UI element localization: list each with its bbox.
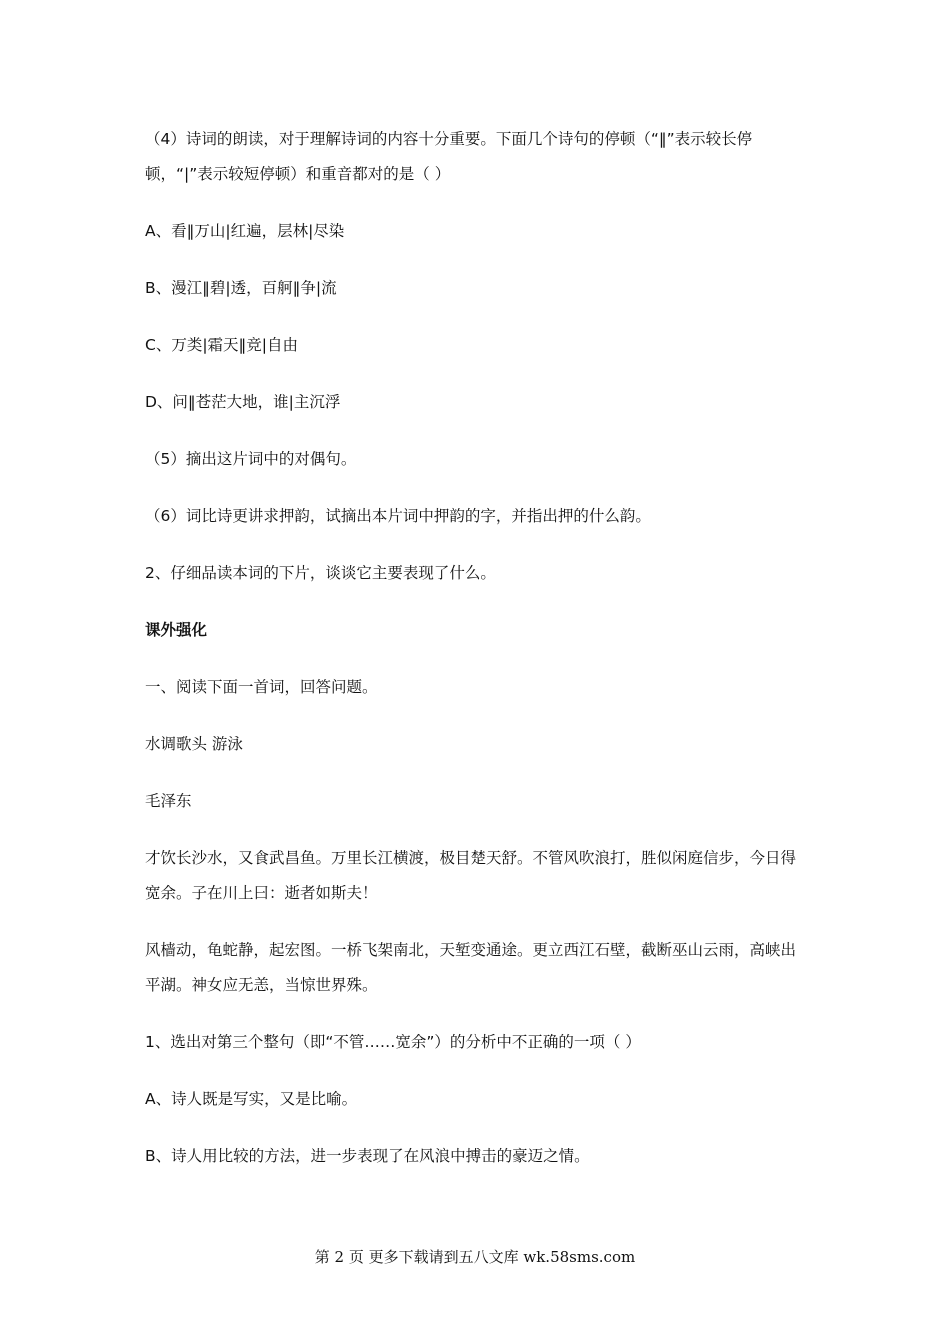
- option-c: C、万类|霜天‖竞|自由: [145, 336, 299, 354]
- question-4-stem: （4）诗词的朗读，对于理解诗词的内容十分重要。下面几个诗句的停顿（“‖”表示较长停顿，“|”表示较短停顿）和重音都对的是（ ）: [145, 130, 753, 183]
- reading-instruction: 一、阅读下面一首词，回答问题。: [145, 678, 378, 696]
- question-6: （6）词比诗更讲求押韵，试摘出本片词中押韵的字，并指出押的什么韵。: [145, 507, 651, 525]
- page-footer: 第 2 页 更多下载请到五八文库 wk.58sms.com: [314, 1248, 636, 1266]
- q1-option-b: B、诗人用比较的方法，进一步表现了在风浪中搏击的豪迈之情。: [145, 1147, 590, 1165]
- poem-title: 水调歌头 游泳: [145, 735, 243, 753]
- question-2: 2、仔细品读本词的下片，谈谈它主要表现了什么。: [145, 564, 496, 582]
- poem-stanza-2: 风樯动，龟蛇静，起宏图。一桥飞架南北，天堑变通途。更立西江石壁，截断巫山云雨，高峡出平湖。神女应无恙，当惊世界殊。: [145, 941, 797, 994]
- question-5: （5）摘出这片词中的对偶句。: [145, 450, 357, 468]
- document-body: [145, 122, 805, 1196]
- poem-author: 毛泽东: [145, 792, 192, 810]
- q1-option-a: A、诗人既是写实，又是比喻。: [145, 1090, 358, 1108]
- poem-stanza-1: 才饮长沙水，又食武昌鱼。万里长江横渡，极目楚天舒。不管风吹浪打，胜似闲庭信步，今日得宽余。子在川上曰：逝者如斯夫！: [145, 849, 797, 902]
- option-a: A、看‖万山|红遍，层林|尽染: [145, 222, 345, 240]
- section-heading: 课外强化: [145, 621, 208, 639]
- question-1-stem: 1、选出对第三个整句（即“不管……宽余”）的分析中不正确的一项（ ）: [145, 1033, 641, 1051]
- option-d: D、问‖苍茫大地，谁|主沉浮: [145, 393, 341, 411]
- option-b: B、漫江‖碧|透，百舸‖争|流: [145, 279, 337, 297]
